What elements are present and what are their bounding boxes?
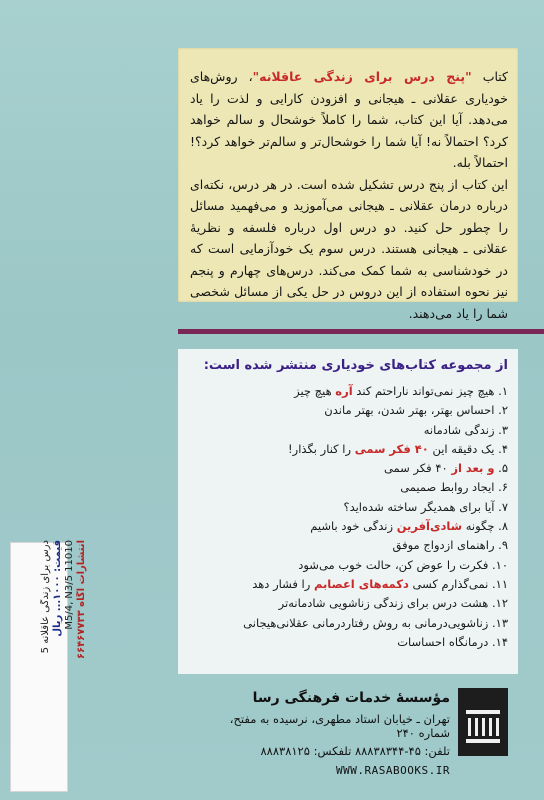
series-list-item: ۱۲. هشت درس برای زندگی زناشویی شادمانه‌تر [278, 596, 508, 611]
divider-bar [178, 329, 544, 334]
sticker-title: درس برای زندگی عاقلانه 5 [40, 540, 51, 654]
intro-paragraph-2: این کتاب از پنج درس تشکیل شده است. در هر درس، نکته‌ای درباره درمان عقلانی ـ هیجانی می‌آموزید و می‌فهمید مسائل را چطور حل کنید. دو درس اول درباره فلسفه و نظریهٔ عقلانی ـ هیجانی هستند. درس سوم یک خودآزمایی است که در خودشناسی به شما کمک می‌کند. درس‌های چهارم و پنجم نیز نحوه استفاده از این دروس در حل یکی از مسائل شخصی شما را یاد می‌دهند. [190, 176, 508, 321]
series-list-item: ۶. ایجاد روابط صمیمی [400, 480, 508, 495]
series-list-item: ۳. زندگی شادمانه [423, 422, 508, 437]
series-list-item: ۱۴. درمانگاه احساسات [397, 634, 508, 649]
publisher-website: WWW.RASABOOKS.IR [336, 764, 450, 777]
book-title-highlight: "پنج درس برای زندگی عاقلانه" [252, 69, 472, 84]
sticker-price: قیمت: ۱۰۰۰... ریال [52, 540, 63, 637]
publisher-logo [458, 688, 508, 756]
series-list-item: ۷. آیا برای همدیگر ساخته شده‌اید؟ [343, 499, 508, 514]
series-list-item: ۴. یک دقیقه این ۴۰ فکر سمی را کنار بگذار! [288, 441, 508, 456]
series-list-item: ۹. راهنمای ازدواج موفق [392, 538, 508, 553]
publisher-address: تهران ـ خیابان استاد مطهری، نرسیده به مفتح، شماره ۲۴۰ [229, 712, 450, 740]
series-list-item: ۲. احساس بهتر، بهتر شدن، بهتر ماندن [324, 403, 508, 418]
price-sticker-text [40, 540, 88, 790]
series-list-item: ۵. و بعد از ۴۰ فکر سمی [383, 461, 508, 476]
series-list-item: ۱. هیچ چیز نمی‌تواند ناراحتم کند آره هیچ چیز [294, 384, 508, 398]
intro-paragraph-1: کتاب "پنج درس برای زندگی عاقلانه"، روش‌های خودیاری عقلانی ـ هیجانی و افزودن کارایی و لذت را یاد می‌دهد. آیا این کتاب، شما را کاملاً خوشحال و سالم خواهد کرد؟ احتمالاً نه! آیا شما را خوشحال‌تر و سالم‌تر خواهد کرد؟! احتمالاً بله. [190, 69, 508, 170]
publisher-phone: تلفن: ۴۵-۸۸۸۳۸۳۴۴ تلفکس: ۸۸۸۳۸۱۲۵ [260, 744, 450, 758]
series-list [190, 382, 508, 652]
series-list-item: ۱۳. زناشویی‌درمانی به روش رفتاردرمانی عقلانی‌هیجانی [243, 615, 508, 630]
series-list-item: ۱۰. فکرت را عوض کن، حالت خوب می‌شود [298, 557, 508, 572]
series-list-item: ۸. چگونه شادی‌آفرین زندگی خود باشیم [310, 519, 508, 534]
publisher-block [200, 690, 450, 777]
series-title: از مجموعه کتاب‌های خودیاری منتشر شده است: [203, 358, 508, 373]
publisher-name: مؤسسهٔ خدمات فرهنگی رسا [252, 690, 450, 706]
series-list-item: ۱۱. نمی‌گذارم کسی دکمه‌های اعصابم را فشار دهد [252, 576, 508, 591]
intro-text [190, 66, 508, 324]
sticker-code: 11010 M5/4, N3/5 [64, 540, 75, 630]
sticker-publisher: انتشارات آگاه ۶۶۴۶۷۷۳۳ [76, 540, 87, 660]
